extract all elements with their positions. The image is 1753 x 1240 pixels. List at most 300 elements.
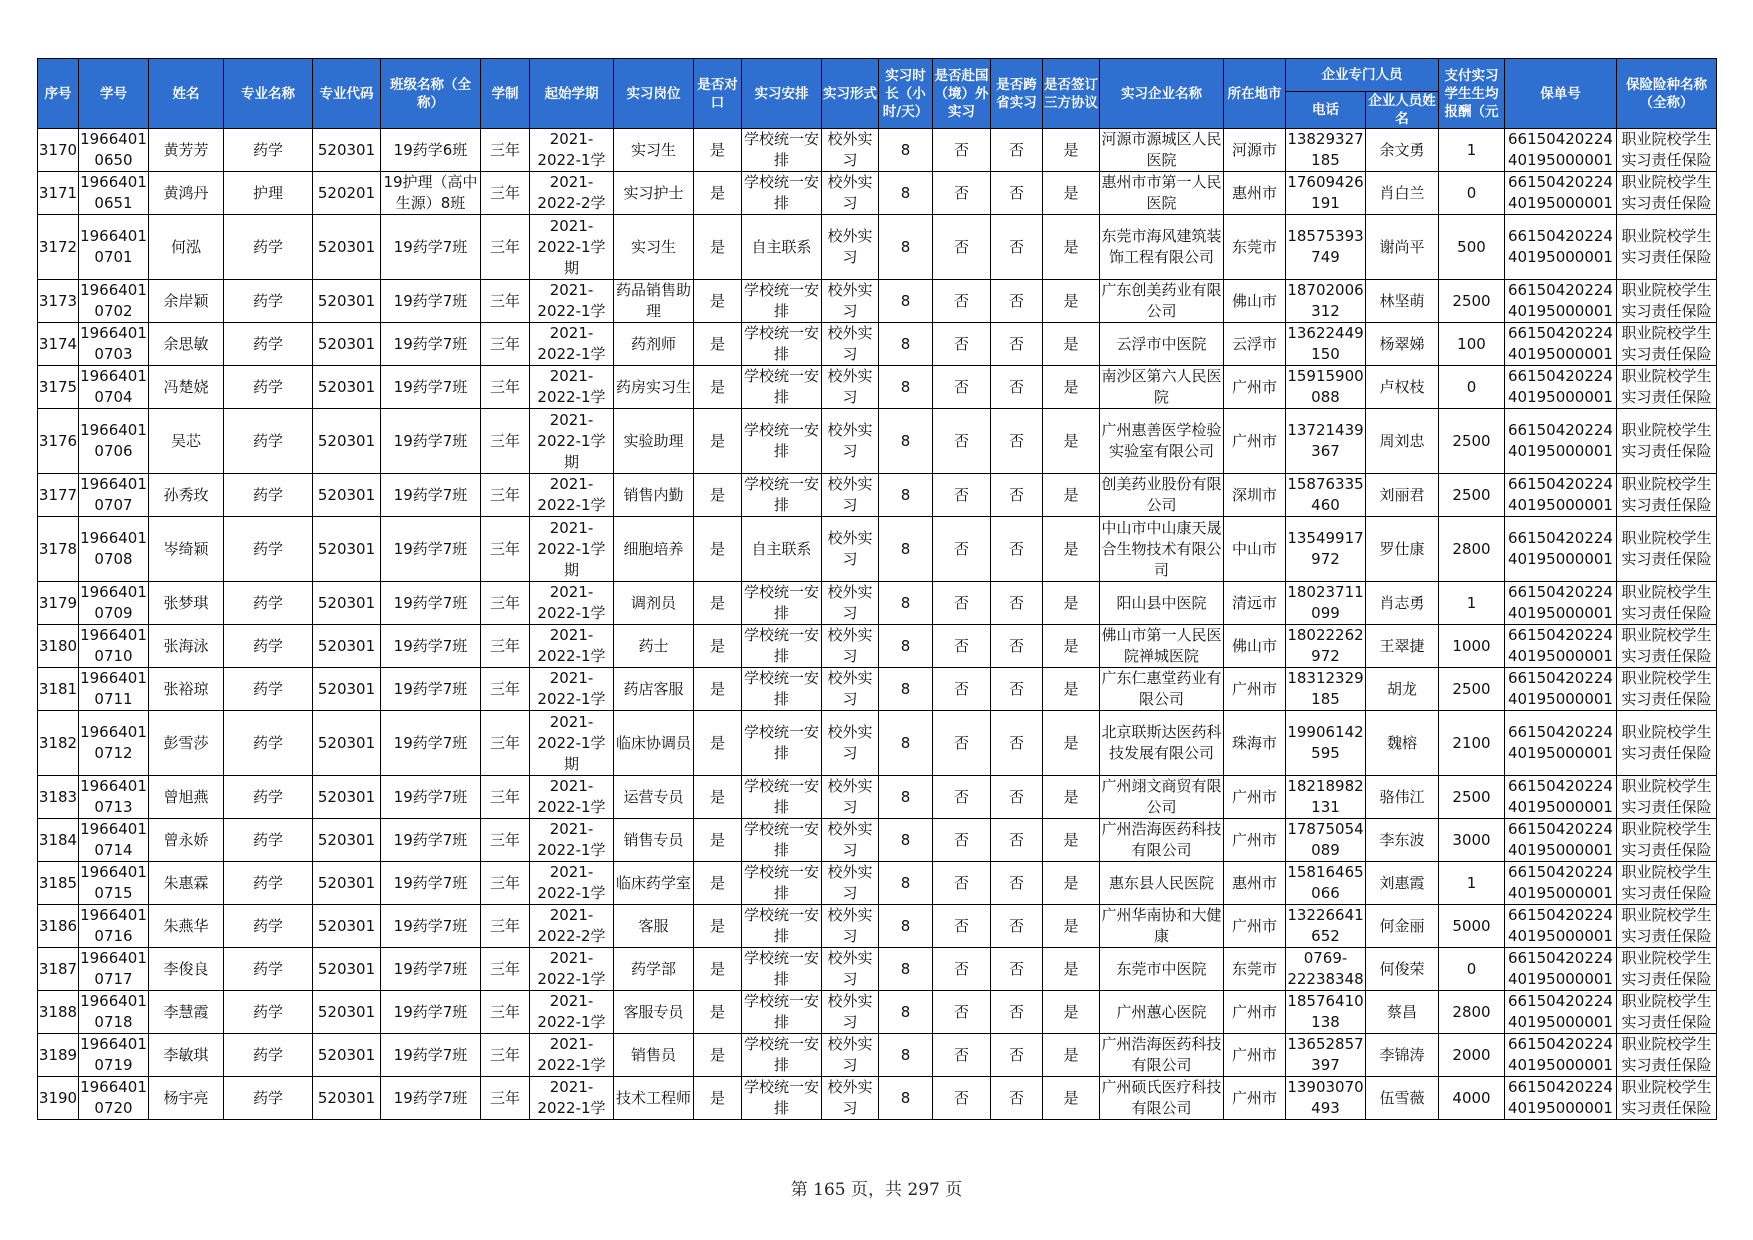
cell-cross-province: [991, 409, 1043, 474]
cell-arrangement: [742, 862, 822, 905]
cell-name: [149, 625, 224, 668]
cell-insurance-text: 职业院校学生实习责任保险: [1621, 723, 1712, 762]
cell-major-text: 药学: [252, 539, 283, 558]
cell-position: [614, 1034, 694, 1077]
cell-arrangement-text: 自主联系: [751, 237, 812, 256]
cell-pay: [1439, 711, 1505, 776]
cell-match: [694, 172, 742, 215]
cell-abroad-text: 否: [953, 873, 969, 892]
cell-match: [694, 991, 742, 1034]
cell-pay: [1439, 474, 1505, 517]
cell-phone-line2: 191: [1311, 194, 1340, 212]
cell-abroad-text: 否: [953, 916, 969, 935]
cell-agreement: [1043, 625, 1100, 668]
cell-form: [822, 517, 879, 582]
cell-form: [822, 409, 879, 474]
cell-start-term-line2: 2022-1学期: [537, 539, 606, 579]
cell-seq: [38, 1034, 79, 1077]
cell-pay: [1439, 280, 1505, 323]
cell-phone-line1: 15816465: [1287, 863, 1364, 881]
cell-seq-text: 3175: [38, 377, 78, 396]
cell-abroad-text: 否: [953, 237, 969, 256]
cell-position-text: 实习护士: [623, 183, 684, 202]
cell-start-term: [530, 1077, 614, 1120]
cell-class: [381, 280, 481, 323]
cell-student-id-line2: 0702: [94, 302, 133, 320]
cell-form-text: 校外实习: [827, 992, 873, 1031]
cell-abroad-text: 否: [953, 183, 969, 202]
cell-contact-name: [1366, 172, 1439, 215]
cell-class-text: 19药学7班: [393, 733, 468, 752]
cell-form: [822, 323, 879, 366]
cell-student-id: [79, 991, 149, 1034]
page-footer: 第 165 页，共 297 页: [790, 1180, 963, 1200]
cell-student-id: [79, 819, 149, 862]
cell-position-text: 药剂师: [630, 334, 676, 353]
cell-city-text: 河源市: [1231, 140, 1277, 159]
cell-match-text: 是: [709, 679, 725, 698]
cell-form-text: 校外实习: [827, 863, 873, 902]
cell-policy-no-line2: 40195000001: [1508, 841, 1613, 859]
cell-policy-no: [1505, 129, 1617, 172]
cell-name: [149, 711, 224, 776]
cell-seq: [38, 129, 79, 172]
cell-agreement-text: 是: [1063, 485, 1079, 504]
cell-agreement: [1043, 776, 1100, 819]
cell-student-id: [79, 905, 149, 948]
cell-company: [1100, 582, 1224, 625]
cell-pay-text: 1: [1466, 140, 1477, 159]
cell-code-text: 520301: [317, 1002, 376, 1021]
cell-agreement: [1043, 582, 1100, 625]
cell-policy-no-line1: 66150420224: [1508, 130, 1613, 148]
cell-arrangement: [742, 625, 822, 668]
cell-phone-line1: 13829327: [1287, 130, 1364, 148]
cell-company-text: 广州翊文商贸有限公司: [1101, 777, 1222, 816]
cell-seq-text: 3183: [38, 787, 78, 806]
cell-name-text: 彭雪莎: [163, 733, 209, 752]
cell-city-text: 深圳市: [1231, 485, 1277, 504]
cell-insurance-text: 职业院校学生实习责任保险: [1621, 626, 1712, 665]
cell-policy-no-line1: 66150420224: [1508, 992, 1613, 1010]
cell-abroad-text: 否: [953, 733, 969, 752]
cell-insurance: [1617, 409, 1717, 474]
cell-match-text: 是: [709, 1045, 725, 1064]
cell-duration-text: 三年: [489, 916, 520, 935]
cell-city: [1224, 172, 1286, 215]
cell-code: [313, 172, 381, 215]
cell-major: [224, 711, 313, 776]
cell-class-text: 19药学6班: [393, 140, 468, 159]
cell-agreement: [1043, 668, 1100, 711]
cell-phone: [1286, 280, 1366, 323]
cell-start-term-line1: 2021-: [549, 669, 594, 687]
cell-city: [1224, 862, 1286, 905]
cell-hours: [879, 625, 933, 668]
cell-agreement-text: 是: [1063, 636, 1079, 655]
cell-agreement-text: 是: [1063, 787, 1079, 806]
cell-position-text: 客服专员: [623, 1002, 684, 1021]
cell-phone: [1286, 582, 1366, 625]
cell-city-text: 佛山市: [1231, 636, 1277, 655]
cell-student-id-line2: 0717: [94, 970, 133, 988]
cell-duration-text: 三年: [489, 733, 520, 752]
cell-policy-no-line1: 66150420224: [1508, 723, 1613, 741]
cell-city-text: 东莞市: [1231, 959, 1277, 978]
cell-position: [614, 862, 694, 905]
cell-duration: [481, 905, 530, 948]
cell-code: [313, 711, 381, 776]
cell-hours-text: 8: [900, 679, 911, 698]
cell-seq: [38, 819, 79, 862]
cell-insurance: [1617, 280, 1717, 323]
cell-hours: [879, 280, 933, 323]
cell-agreement-text: 是: [1063, 334, 1079, 353]
cell-hours: [879, 215, 933, 280]
cell-pay: [1439, 625, 1505, 668]
cell-contact-name-text: 李东波: [1379, 830, 1425, 849]
cell-major-text: 药学: [252, 830, 283, 849]
cell-match: [694, 129, 742, 172]
cell-duration-text: 三年: [489, 830, 520, 849]
cell-abroad-text: 否: [953, 787, 969, 806]
cell-major-text: 药学: [252, 377, 283, 396]
cell-company: [1100, 819, 1224, 862]
cell-phone-line1: 18575393: [1287, 227, 1364, 245]
cell-duration: [481, 280, 530, 323]
cell-policy-no: [1505, 366, 1617, 409]
cell-pay-text: 0: [1466, 183, 1477, 202]
cell-policy-no: [1505, 711, 1617, 776]
cell-start-term: [530, 862, 614, 905]
cell-contact-name-text: 杨翠娣: [1379, 334, 1425, 353]
cell-position: [614, 409, 694, 474]
cell-agreement-text: 是: [1063, 959, 1079, 978]
cell-contact-name: [1366, 517, 1439, 582]
cell-cross-province: [991, 517, 1043, 582]
cell-seq-text: 3186: [38, 916, 78, 935]
cell-pay-text: 0: [1466, 377, 1477, 396]
cell-seq-text: 3188: [38, 1002, 78, 1021]
table-row: [38, 905, 1717, 948]
cell-hours: [879, 129, 933, 172]
cell-name-text: 余思敏: [163, 334, 209, 353]
cell-form: [822, 172, 879, 215]
cell-code-text: 520301: [317, 593, 376, 612]
cell-student-id-line2: 0715: [94, 884, 133, 902]
cell-match-text: 是: [709, 636, 725, 655]
cell-city: [1224, 1077, 1286, 1120]
cell-code-text: 520301: [317, 787, 376, 806]
cell-hours: [879, 905, 933, 948]
cell-company: [1100, 862, 1224, 905]
cell-major-text: 药学: [252, 1002, 283, 1021]
table-row: [38, 862, 1717, 905]
cell-code: [313, 366, 381, 409]
cell-position-text: 调剂员: [630, 593, 676, 612]
cell-code-text: 520301: [317, 334, 376, 353]
col-seq: 序号: [38, 59, 79, 129]
cell-start-term: [530, 129, 614, 172]
cell-code-text: 520301: [317, 959, 376, 978]
cell-city-text: 珠海市: [1231, 733, 1277, 752]
cell-class-text: 19药学7班: [393, 291, 468, 310]
cell-policy-no-line1: 66150420224: [1508, 367, 1613, 385]
cell-class-text: 19药学7班: [393, 431, 468, 450]
cell-form-text: 校外实习: [827, 949, 873, 988]
cell-abroad: [933, 1034, 991, 1077]
cell-start-term: [530, 905, 614, 948]
cell-insurance: [1617, 1077, 1717, 1120]
cell-insurance: [1617, 129, 1717, 172]
cell-code: [313, 905, 381, 948]
cell-seq: [38, 474, 79, 517]
cell-phone-line2: 972: [1311, 550, 1340, 568]
cell-duration: [481, 409, 530, 474]
cell-hours-text: 8: [900, 140, 911, 159]
cell-contact-name-text: 林坚萌: [1379, 291, 1425, 310]
col-hours: 实习时长（小时/天）: [879, 59, 933, 129]
cell-start-term: [530, 474, 614, 517]
cell-contact-name: [1366, 905, 1439, 948]
cell-policy-no: [1505, 280, 1617, 323]
cell-agreement: [1043, 711, 1100, 776]
cell-form: [822, 819, 879, 862]
cell-student-id: [79, 582, 149, 625]
cell-student-id: [79, 1077, 149, 1120]
cell-hours-text: 8: [900, 539, 911, 558]
cell-abroad-text: 否: [953, 830, 969, 849]
cell-code-text: 520301: [317, 733, 376, 752]
cell-seq-text: 3185: [38, 873, 78, 892]
cell-match-text: 是: [709, 873, 725, 892]
cell-student-id: [79, 172, 149, 215]
cell-position-text: 销售专员: [623, 830, 684, 849]
cell-class: [381, 776, 481, 819]
cell-student-id-line2: 0716: [94, 927, 133, 945]
cell-seq-text: 3181: [38, 679, 78, 698]
cell-city: [1224, 517, 1286, 582]
cell-insurance: [1617, 172, 1717, 215]
cell-policy-no: [1505, 905, 1617, 948]
cell-start-term-line2: 2022-1学: [537, 1099, 606, 1117]
cell-insurance-text: 职业院校学生实习责任保险: [1621, 820, 1712, 859]
cell-insurance: [1617, 517, 1717, 582]
cell-duration: [481, 215, 530, 280]
cell-duration-text: 三年: [489, 787, 520, 806]
cell-start-term-line1: 2021-: [549, 518, 594, 537]
internship-table: [37, 58, 1717, 1120]
cell-abroad: [933, 862, 991, 905]
cell-abroad-text: 否: [953, 539, 969, 558]
cell-cross-province: [991, 776, 1043, 819]
cell-major: [224, 625, 313, 668]
cell-form: [822, 776, 879, 819]
cell-duration-text: 三年: [489, 237, 520, 256]
cell-position: [614, 905, 694, 948]
cell-duration-text: 三年: [489, 959, 520, 978]
cell-cross-province-text: 否: [1008, 237, 1024, 256]
cell-code-text: 520301: [317, 291, 376, 310]
cell-position: [614, 129, 694, 172]
cell-name: [149, 1077, 224, 1120]
cell-hours: [879, 582, 933, 625]
cell-policy-no-line1: 66150420224: [1508, 421, 1613, 439]
cell-major-text: 药学: [252, 916, 283, 935]
cell-class-text: 19护理（高中生源）8班: [383, 173, 478, 212]
cell-duration: [481, 1077, 530, 1120]
cell-pay-text: 3000: [1452, 830, 1491, 849]
cell-insurance-text: 职业院校学生实习责任保险: [1621, 992, 1712, 1031]
cell-start-term-line2: 2022-1学: [537, 647, 606, 665]
cell-name-text: 孙秀玫: [163, 485, 209, 504]
cell-form: [822, 991, 879, 1034]
cell-seq-text: 3172: [38, 237, 78, 256]
cell-abroad-text: 否: [953, 431, 969, 450]
cell-pay: [1439, 948, 1505, 991]
cell-agreement-text: 是: [1063, 593, 1079, 612]
cell-abroad: [933, 582, 991, 625]
cell-policy-no-line2: 40195000001: [1508, 690, 1613, 708]
cell-match-text: 是: [709, 140, 725, 159]
cell-phone-line2: 493: [1311, 1099, 1340, 1117]
cell-name-text: 杨宇亮: [163, 1088, 209, 1107]
cell-insurance-text: 职业院校学生实习责任保险: [1621, 863, 1712, 902]
cell-class-text: 19药学7班: [393, 334, 468, 353]
cell-city: [1224, 474, 1286, 517]
cell-contact-name-text: 蔡昌: [1386, 1002, 1417, 1021]
cell-abroad: [933, 172, 991, 215]
cell-policy-no: [1505, 409, 1617, 474]
cell-contact-name: [1366, 776, 1439, 819]
cell-city: [1224, 366, 1286, 409]
cell-student-id: [79, 409, 149, 474]
cell-duration-text: 三年: [489, 1045, 520, 1064]
cell-policy-no: [1505, 625, 1617, 668]
table-row: [38, 819, 1717, 862]
cell-student-id: [79, 625, 149, 668]
cell-match-text: 是: [709, 593, 725, 612]
cell-code: [313, 409, 381, 474]
cell-hours: [879, 991, 933, 1034]
table-row: [38, 215, 1717, 280]
cell-code: [313, 776, 381, 819]
cell-hours: [879, 323, 933, 366]
cell-form-text: 校外实习: [827, 723, 873, 762]
cell-start-term: [530, 711, 614, 776]
cell-class-text: 19药学7班: [393, 1045, 468, 1064]
cell-cross-province: [991, 1034, 1043, 1077]
table-row: [38, 1077, 1717, 1120]
cell-company: [1100, 1077, 1224, 1120]
cell-form-text: 校外实习: [827, 421, 873, 460]
cell-name-text: 李俊良: [163, 959, 209, 978]
cell-phone: [1286, 215, 1366, 280]
cell-cross-province: [991, 991, 1043, 1034]
cell-name: [149, 668, 224, 711]
cell-form-text: 校外实习: [827, 173, 873, 212]
cell-agreement-text: 是: [1063, 873, 1079, 892]
cell-code-text: 520301: [317, 1088, 376, 1107]
cell-code: [313, 582, 381, 625]
cell-insurance: [1617, 905, 1717, 948]
cell-arrangement: [742, 409, 822, 474]
cell-policy-no-line2: 40195000001: [1508, 647, 1613, 665]
cell-pay-text: 100: [1457, 334, 1486, 353]
cell-agreement-text: 是: [1063, 291, 1079, 310]
cell-agreement: [1043, 280, 1100, 323]
cell-city: [1224, 409, 1286, 474]
cell-name-text: 朱惠霖: [163, 873, 209, 892]
cell-form: [822, 948, 879, 991]
cell-pay: [1439, 582, 1505, 625]
cell-arrangement-text: 学校统一安排: [743, 281, 819, 320]
cell-student-id: [79, 862, 149, 905]
cell-city-text: 广州市: [1231, 431, 1277, 450]
cell-company: [1100, 409, 1224, 474]
cell-match: [694, 819, 742, 862]
cell-phone-line1: 18218982: [1287, 777, 1364, 795]
cell-phone-line1: 18312329: [1287, 669, 1364, 687]
cell-policy-no: [1505, 474, 1617, 517]
table-row: [38, 129, 1717, 172]
cell-company-text: 云浮市中医院: [1116, 334, 1207, 353]
cell-class-text: 19药学7班: [393, 830, 468, 849]
cell-class-text: 19药学7班: [393, 916, 468, 935]
cell-policy-no-line1: 66150420224: [1508, 820, 1613, 838]
cell-name-text: 黄芳芳: [163, 140, 209, 159]
cell-insurance-text: 职业院校学生实习责任保险: [1621, 173, 1712, 212]
cell-hours: [879, 711, 933, 776]
cell-pay-text: 2100: [1452, 733, 1491, 752]
cell-city-text: 广州市: [1231, 1002, 1277, 1021]
cell-match: [694, 517, 742, 582]
cell-duration: [481, 366, 530, 409]
cell-pay: [1439, 215, 1505, 280]
cell-major: [224, 366, 313, 409]
cell-duration-text: 三年: [489, 1002, 520, 1021]
cell-code: [313, 948, 381, 991]
cell-company: [1100, 517, 1224, 582]
cell-position: [614, 366, 694, 409]
cell-phone: [1286, 862, 1366, 905]
cell-position: [614, 172, 694, 215]
cell-arrangement-text: 学校统一安排: [743, 1035, 819, 1074]
cell-contact-name: [1366, 409, 1439, 474]
cell-agreement-text: 是: [1063, 431, 1079, 450]
cell-insurance-text: 职业院校学生实习责任保险: [1621, 669, 1712, 708]
cell-student-id-line1: 1966401: [80, 173, 147, 191]
cell-major: [224, 280, 313, 323]
cell-class: [381, 409, 481, 474]
cell-policy-no-line2: 40195000001: [1508, 798, 1613, 816]
cell-start-term-line2: 2022-1学: [537, 1056, 606, 1074]
cell-abroad: [933, 776, 991, 819]
cell-class-text: 19药学7班: [393, 237, 468, 256]
cell-form: [822, 625, 879, 668]
cell-form: [822, 711, 879, 776]
cell-cross-province: [991, 172, 1043, 215]
cell-name-text: 张梦琪: [163, 593, 209, 612]
cell-match-text: 是: [709, 787, 725, 806]
cell-company-text: 广州华南协和大健康: [1101, 906, 1222, 945]
cell-student-id-line1: 1966401: [80, 992, 147, 1010]
cell-contact-name-text: 胡龙: [1386, 679, 1417, 698]
cell-abroad: [933, 711, 991, 776]
cell-class: [381, 1034, 481, 1077]
cell-start-term: [530, 280, 614, 323]
cell-position: [614, 819, 694, 862]
